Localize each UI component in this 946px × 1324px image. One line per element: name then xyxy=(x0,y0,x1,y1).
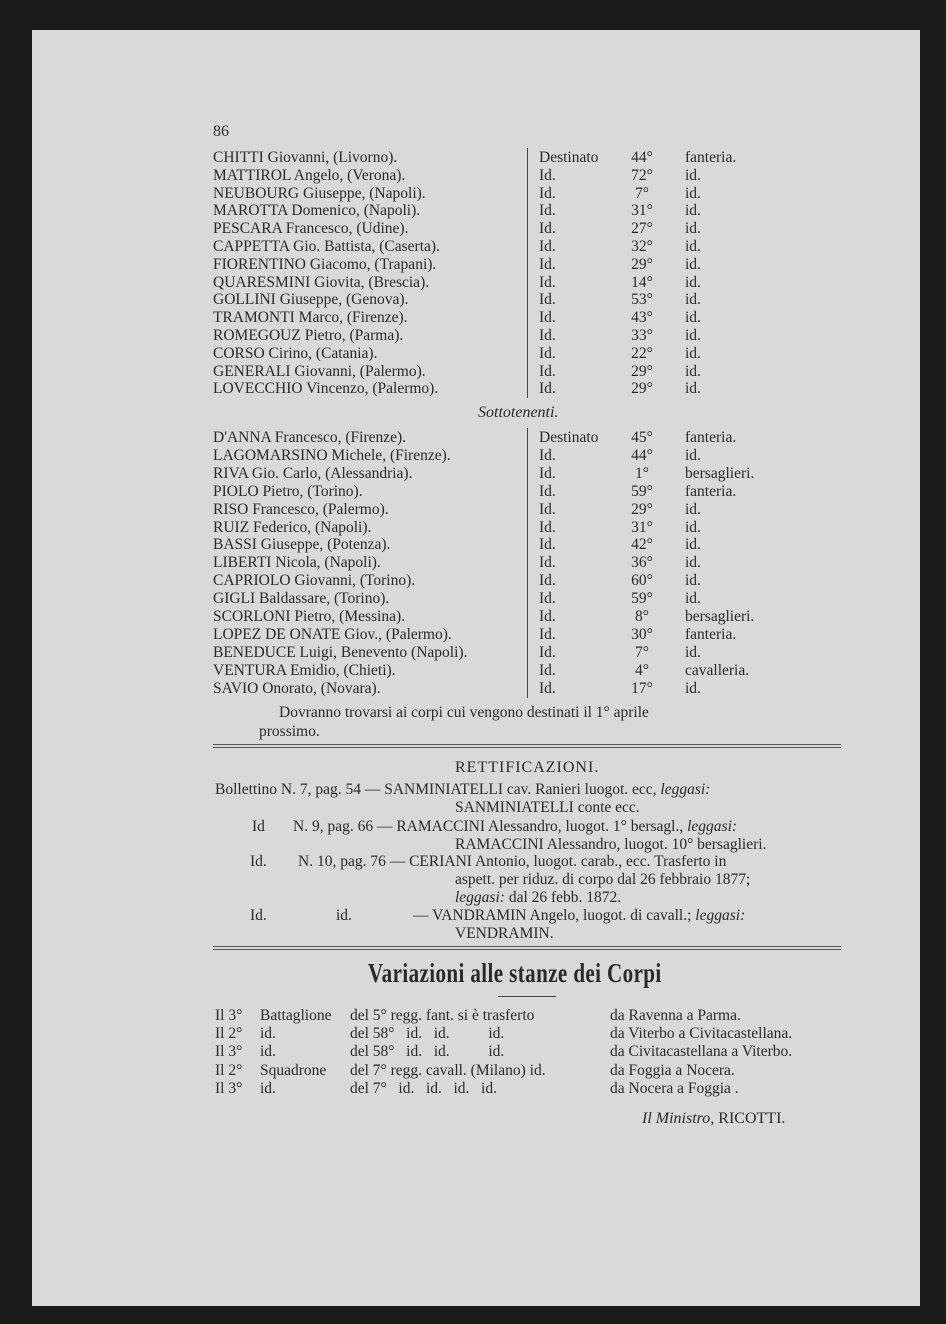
destination-label: Id. xyxy=(539,344,556,362)
correction-text: N. 9, pag. 66 — RAMACCINI Alessandro, luogot. 1° bersagl., xyxy=(293,818,684,835)
unit-type: id. xyxy=(685,518,701,536)
variation-route: da Foggia a Nocera. xyxy=(610,1061,735,1079)
page-number: 86 xyxy=(213,123,229,140)
unit-type: id. xyxy=(685,255,701,273)
variation-regiment: del 7° id. id. id. id. xyxy=(350,1079,497,1097)
unit-type: id. xyxy=(685,536,701,554)
unit-type: id. xyxy=(685,273,701,291)
regiment-number: 14° xyxy=(631,273,653,291)
officer-name: MATTIROL Angelo, (Verona). xyxy=(213,166,406,184)
officer-name: GOLLINI Giuseppe, (Genova). xyxy=(213,291,409,309)
unit-type: fanteria. xyxy=(685,625,737,643)
destination-label: Id. xyxy=(539,679,556,697)
variation-ordinal: Il 2° xyxy=(215,1025,243,1043)
regiment-number: 60° xyxy=(631,572,653,590)
correction-line: RAMACCINI Alessandro, luogot. 10° bersaglieri. xyxy=(455,836,767,853)
unit-type: bersaglieri. xyxy=(685,464,755,482)
unit-type: id. xyxy=(685,590,701,608)
officer-name: GENERALI Giovanni, (Palermo). xyxy=(213,362,426,380)
regiment-number: 53° xyxy=(631,291,653,309)
destination-label: Id. xyxy=(539,554,556,572)
destination-label: Destinato xyxy=(539,429,599,446)
variation-ordinal: Il 3° xyxy=(215,1043,243,1061)
officer-name: D'ANNA Francesco, (Firenze). xyxy=(213,429,407,446)
regiment-number: 17° xyxy=(631,679,653,697)
officer-name: QUARESMINI Giovita, (Brescia). xyxy=(213,273,430,291)
destination-label: Id. xyxy=(539,327,556,344)
destination-label: Id. xyxy=(539,643,556,661)
correction-line xyxy=(455,889,621,907)
correction-text: Bollettino N. 7, pag. 54 — SANMINIATELLI cav. Ranieri luogot. ecc, xyxy=(215,781,657,798)
destination-label: Id. xyxy=(539,536,556,554)
correction-ref: Id. xyxy=(250,907,267,924)
officer-name: RUIZ Federico, (Napoli). xyxy=(213,518,372,536)
officer-name: LOPEZ DE ONATE Giov., (Palermo). xyxy=(213,625,452,643)
officer-name: VENTURA Emidio, (Chieti). xyxy=(213,661,396,679)
regiment-number: 72° xyxy=(631,166,653,184)
officer-name: BENEDUCE Luigi, Benevento (Napoli). xyxy=(213,643,468,661)
correction-line xyxy=(215,781,710,799)
officer-name: PESCARA Francesco, (Udine). xyxy=(213,220,409,238)
variation-unit: id. xyxy=(260,1025,276,1043)
correction-ref: Id. xyxy=(250,853,267,870)
signature-name: RICOTTI. xyxy=(718,1110,786,1127)
regiment-number: 30° xyxy=(631,625,653,643)
destination-label: Id. xyxy=(539,518,556,536)
unit-type: id. xyxy=(685,572,701,590)
unit-type: id. xyxy=(685,643,701,661)
variation-regiment: del 5° regg. fant. si è trasferto xyxy=(350,1007,535,1024)
officer-name: GIGLI Baldassare, (Torino). xyxy=(213,590,390,608)
variation-ordinal: Il 3° xyxy=(215,1007,243,1024)
variation-unit: id. xyxy=(260,1079,276,1097)
correction-line: N. 10, pag. 76 — CERIANI Antonio, luogot. carab., ecc. Trasferto in xyxy=(298,853,727,870)
regiment-number: 32° xyxy=(631,238,653,255)
unit-type: id. xyxy=(685,362,701,380)
correction-line: SANMINIATELLI conte ecc. xyxy=(455,799,640,816)
unit-type: id. xyxy=(685,184,701,202)
correction-ref: Id xyxy=(252,818,265,835)
destination-label: Id. xyxy=(539,380,556,398)
destination-label: Id. xyxy=(539,661,556,679)
destination-label: Id. xyxy=(539,482,556,500)
regiment-number: 29° xyxy=(631,500,653,518)
officer-name: FIORENTINO Giacomo, (Trapani). xyxy=(213,255,437,273)
officer-name: LIBERTI Nicola, (Napoli). xyxy=(213,554,381,572)
regiment-number: 27° xyxy=(631,220,653,238)
destination-label: Id. xyxy=(539,220,556,238)
unit-type: id. xyxy=(685,500,701,518)
variation-route: da Ravenna a Parma. xyxy=(610,1007,741,1024)
correction-line: aspett. per riduz. di corpo dal 26 febbraio 1877; xyxy=(455,871,751,888)
regiment-number: 42° xyxy=(631,536,653,554)
regiment-number: 44° xyxy=(631,446,653,464)
destination-label: Destinato xyxy=(539,149,599,166)
regiment-number: 36° xyxy=(631,554,653,572)
variation-regiment: del 58° id. id. id. xyxy=(350,1043,505,1061)
note-line: prossimo. xyxy=(259,723,320,740)
correction-line xyxy=(293,818,737,836)
unit-type: id. xyxy=(685,166,701,184)
regiment-number: 45° xyxy=(631,429,653,446)
destination-label: Id. xyxy=(539,166,556,184)
officer-name: RIVA Gio. Carlo, (Alessandria). xyxy=(213,464,413,482)
regiment-number: 29° xyxy=(631,380,653,398)
unit-type: fanteria. xyxy=(685,149,737,166)
regiment-number: 33° xyxy=(631,327,653,344)
regiment-number: 8° xyxy=(635,608,649,625)
officer-name: SCORLONI Pietro, (Messina). xyxy=(213,608,406,625)
divider xyxy=(213,744,841,748)
unit-type: fanteria. xyxy=(685,429,737,446)
officer-name: TRAMONTI Marco, (Firenze). xyxy=(213,309,408,327)
destination-label: Id. xyxy=(539,202,556,220)
variazioni-title: Variazioni alle stanze dei Corpi xyxy=(368,958,662,988)
destination-label: Id. xyxy=(539,625,556,643)
correction-leggasi: leggasi: xyxy=(695,907,746,924)
note-line: Dovranno trovarsi ai corpi cui vengono destinati il 1° aprile xyxy=(279,704,649,721)
unit-type: id. xyxy=(685,344,701,362)
officer-name: PIOLO Pietro, (Torino). xyxy=(213,482,363,500)
destination-label: Id. xyxy=(539,362,556,380)
regiment-number: 29° xyxy=(631,255,653,273)
officer-name: CORSO Cirino, (Catania). xyxy=(213,344,378,362)
unit-type: id. xyxy=(685,679,701,697)
regiment-number: 7° xyxy=(635,643,649,661)
unit-type: id. xyxy=(685,238,701,255)
variation-route: da Nocera a Foggia . xyxy=(610,1079,739,1097)
correction-leggasi: leggasi: xyxy=(455,889,505,906)
destination-label: Id. xyxy=(539,273,556,291)
variation-unit: Battaglione xyxy=(260,1007,332,1024)
variation-unit: id. xyxy=(260,1043,276,1061)
correction-leggasi: leggasi: xyxy=(660,781,711,798)
destination-label: Id. xyxy=(539,590,556,608)
destination-label: Id. xyxy=(539,184,556,202)
variation-route: da Civitacastellana a Viterbo. xyxy=(610,1043,793,1061)
regiment-number: 4° xyxy=(635,661,649,679)
officer-name: LOVECCHIO Vincenzo, (Palermo). xyxy=(213,380,439,398)
divider xyxy=(213,946,841,950)
correction-line xyxy=(413,907,745,925)
officer-name: ROMEGOUZ Pietro, (Parma). xyxy=(213,327,404,344)
destination-label: Id. xyxy=(539,238,556,255)
officer-name: LAGOMARSINO Michele, (Firenze). xyxy=(213,446,451,464)
officer-name: NEUBOURG Giuseppe, (Napoli). xyxy=(213,184,426,202)
destination-label: Id. xyxy=(539,309,556,327)
variation-ordinal: Il 3° xyxy=(215,1079,243,1097)
signature-label: Il Ministro, xyxy=(642,1110,715,1127)
correction-line: VENDRAMIN. xyxy=(455,925,554,942)
regiment-number: 7° xyxy=(635,184,649,202)
title-underline xyxy=(498,996,556,997)
section-heading-sottotenenti: Sottotenenti. xyxy=(478,404,559,421)
destination-label: Id. xyxy=(539,572,556,590)
officer-name: MAROTTA Domenico, (Napoli). xyxy=(213,202,421,220)
regiment-number: 44° xyxy=(631,149,653,166)
variation-route: da Viterbo a Civitacastellana. xyxy=(610,1025,793,1043)
destination-label: Id. xyxy=(539,291,556,309)
variation-regiment: del 7° regg. cavall. (Milano) id. xyxy=(350,1061,546,1079)
officer-name: SAVIO Onorato, (Novara). xyxy=(213,679,381,697)
unit-type: id. xyxy=(685,202,701,220)
column-divider xyxy=(527,148,528,398)
correction-text: dal 26 febb. 1872. xyxy=(508,889,622,906)
rettificazioni-title: RETTIFICAZIONI. xyxy=(455,759,600,776)
correction-text: — VANDRAMIN Angelo, luogot. di cavall.; xyxy=(413,907,692,924)
unit-type: id. xyxy=(685,327,701,344)
destination-label: Id. xyxy=(539,608,556,625)
officer-name: BASSI Giuseppe, (Potenza). xyxy=(213,536,391,554)
correction-leggasi: leggasi: xyxy=(687,818,738,835)
unit-type: id. xyxy=(685,554,701,572)
regiment-number: 43° xyxy=(631,309,653,327)
correction-ref: id. xyxy=(336,907,352,924)
destination-label: Id. xyxy=(539,255,556,273)
officer-name: CHITTI Giovanni, (Livorno). xyxy=(213,149,398,166)
variation-regiment: del 58° id. id. id. xyxy=(350,1025,505,1043)
unit-type: id. xyxy=(685,309,701,327)
assignment-note xyxy=(213,703,813,741)
destination-label: Id. xyxy=(539,446,556,464)
regiment-number: 1° xyxy=(635,464,649,482)
unit-type: id. xyxy=(685,446,701,464)
unit-type: id. xyxy=(685,291,701,309)
unit-type: bersaglieri. xyxy=(685,608,755,625)
unit-type: cavalleria. xyxy=(685,661,750,679)
unit-type: id. xyxy=(685,380,701,398)
unit-type: id. xyxy=(685,220,701,238)
officer-name: CAPRIOLO Giovanni, (Torino). xyxy=(213,572,416,590)
regiment-number: 59° xyxy=(631,590,653,608)
variation-ordinal: Il 2° xyxy=(215,1061,243,1079)
officer-name: CAPPETTA Gio. Battista, (Caserta). xyxy=(213,238,440,255)
variation-unit: Squadrone xyxy=(260,1061,327,1079)
column-divider xyxy=(527,428,528,698)
officer-name: RISO Francesco, (Palermo). xyxy=(213,500,389,518)
regiment-number: 59° xyxy=(631,482,653,500)
regiment-number: 29° xyxy=(631,362,653,380)
destination-label: Id. xyxy=(539,464,556,482)
regiment-number: 31° xyxy=(631,202,653,220)
destination-label: Id. xyxy=(539,500,556,518)
regiment-number: 22° xyxy=(631,344,653,362)
unit-type: fanteria. xyxy=(685,482,737,500)
document-page xyxy=(32,30,920,1306)
signature xyxy=(642,1110,785,1128)
regiment-number: 31° xyxy=(631,518,653,536)
